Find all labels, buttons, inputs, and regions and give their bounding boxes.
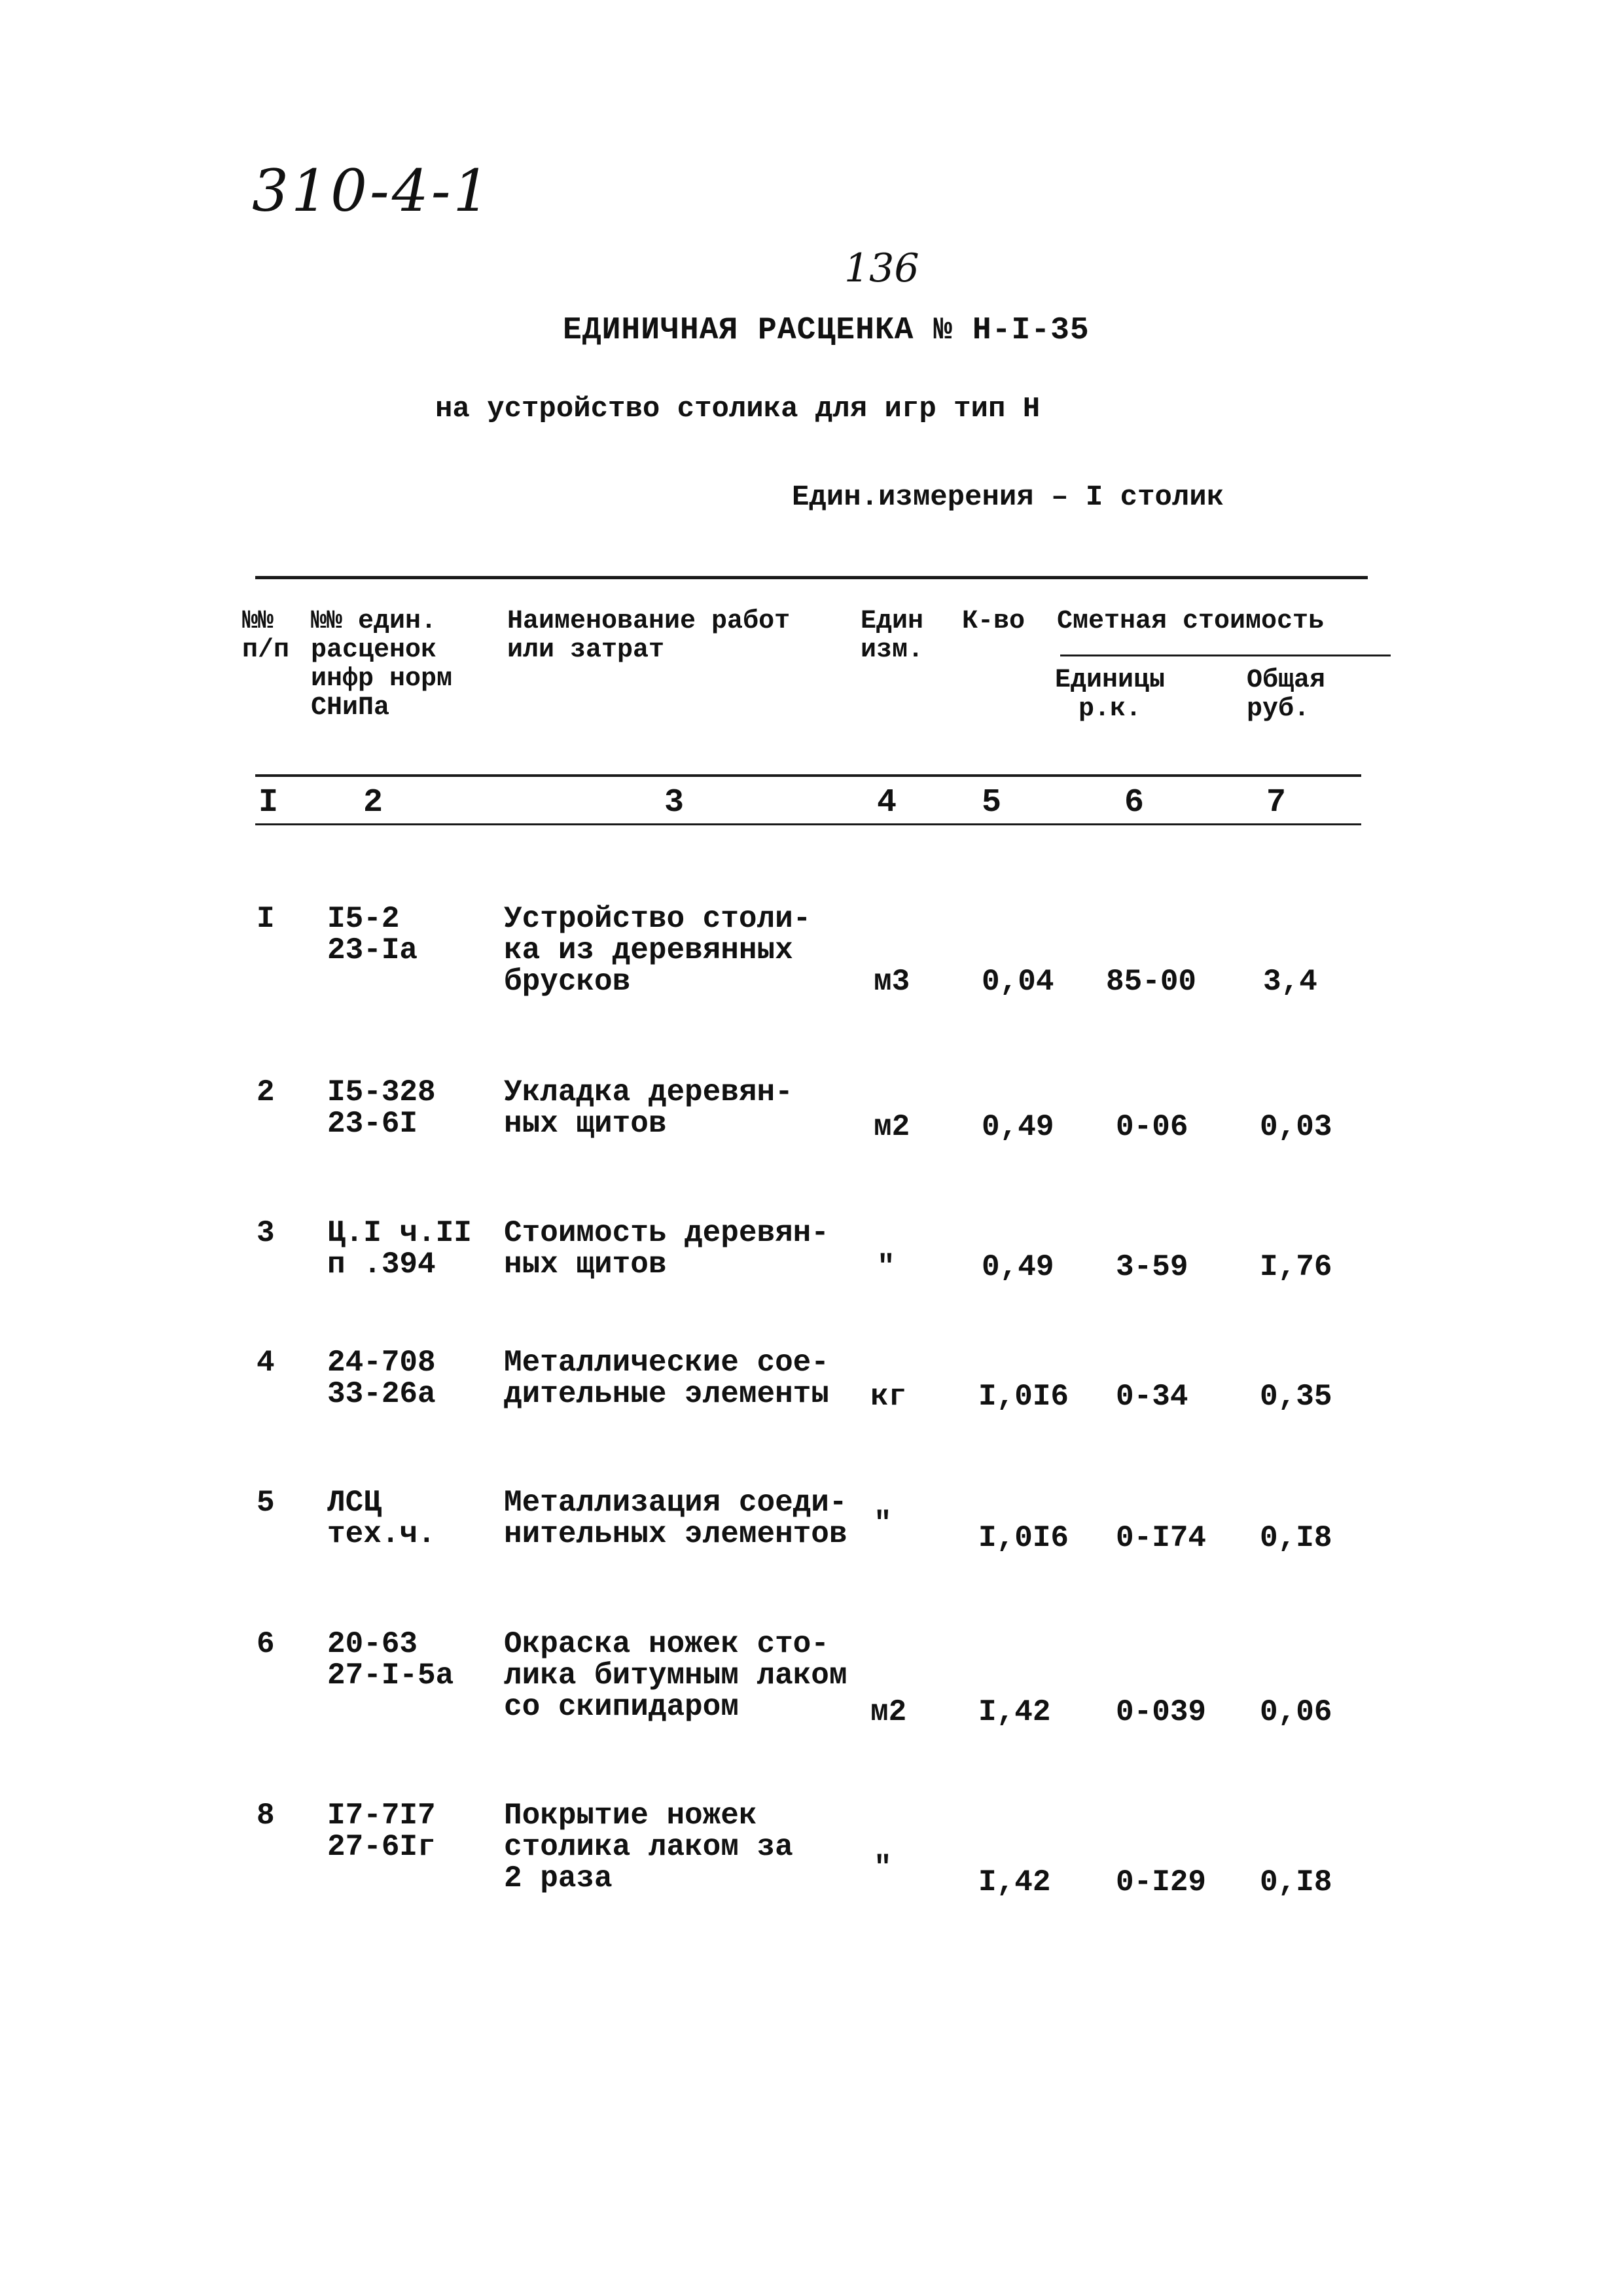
column-number: 3 (664, 784, 685, 821)
row-unit: " (874, 1851, 892, 1885)
document-title: ЕДИНИЧНАЯ РАСЦЕНКА № Н-I-35 (563, 313, 1090, 348)
row-unit: м2 (870, 1695, 907, 1729)
row-qty: I,0I6 (978, 1521, 1069, 1555)
row-qty: 0,49 (982, 1250, 1054, 1284)
row-unit: м2 (874, 1110, 910, 1144)
row-num: 5 (257, 1486, 275, 1520)
row-total: 0,I8 (1260, 1521, 1332, 1555)
row-qty: I,0I6 (978, 1380, 1069, 1414)
row-name: Укладка деревян- ных щитов (504, 1075, 793, 1141)
row-name: Металлизация соеди- нительных элементов (504, 1486, 847, 1551)
row-code: ЛСЦ тех.ч. (327, 1486, 436, 1551)
row-code: I5-2 23-Iа (327, 902, 418, 967)
document-subtitle: на устройство столика для игр тип Н (435, 393, 1041, 425)
row-price: 0-I29 (1116, 1865, 1207, 1899)
row-unit: м3 (874, 965, 910, 999)
unit-of-measure: Един.измерения – I столик (792, 481, 1224, 514)
row-code: I7-7I7 27-6Iг (327, 1799, 436, 1864)
row-unit: " (877, 1250, 895, 1284)
row-price: 0-34 (1116, 1380, 1188, 1414)
row-qty: I,42 (978, 1865, 1051, 1899)
page-number: 136 (844, 245, 919, 291)
document-code: 310-4-1 (252, 157, 493, 224)
row-unit: " (874, 1507, 892, 1541)
row-code: 20-63 27-I-5а (327, 1627, 454, 1693)
cost-header-rule (1060, 655, 1391, 656)
row-name: Устройство столи- ка из деревянных брусков (504, 902, 812, 999)
row-code: Ц.I ч.II п .394 (327, 1216, 472, 1282)
row-price: 0-06 (1116, 1110, 1188, 1144)
column-number: 7 (1266, 784, 1287, 821)
header-unit: Един изм. (861, 607, 924, 665)
row-price: 3-59 (1116, 1250, 1188, 1284)
row-total: 0,06 (1260, 1695, 1332, 1729)
row-price: 0-I74 (1116, 1521, 1207, 1555)
row-code: I5-328 23-6I (327, 1075, 436, 1141)
header-name: Наименование работ или затрат (507, 607, 791, 665)
row-code: 24-708 33-26а (327, 1346, 436, 1411)
row-name: Окраска ножек сто- лика битумным лаком со скипидаром (504, 1627, 847, 1724)
row-num: I (257, 902, 275, 936)
row-total: 0,35 (1260, 1380, 1332, 1414)
header-cost: Сметная стоимость (1057, 607, 1325, 636)
row-qty: 0,04 (982, 965, 1054, 999)
row-num: 4 (257, 1346, 275, 1380)
column-number: 5 (982, 784, 1002, 821)
header-unit-price: Единицы р.к. (1055, 666, 1166, 724)
header-qty: К-во (962, 607, 1026, 636)
row-total: 3,4 (1263, 965, 1317, 999)
row-num: 6 (257, 1627, 275, 1661)
table-top-rule (255, 576, 1368, 579)
row-num: 2 (257, 1075, 275, 1109)
row-price: 0-039 (1116, 1695, 1207, 1729)
row-name: Металлические сое- дительные элементы (504, 1346, 829, 1411)
header-num: №№ п/п (242, 607, 290, 665)
header-total: Общая руб. (1247, 666, 1326, 724)
row-name: Покрытие ножек столика лаком за 2 раза (504, 1799, 793, 1895)
column-number: 2 (363, 784, 383, 821)
column-number: 6 (1124, 784, 1145, 821)
column-numbers-rule (255, 823, 1361, 825)
row-qty: I,42 (978, 1695, 1051, 1729)
row-unit: кг (870, 1380, 907, 1414)
row-qty: 0,49 (982, 1110, 1054, 1144)
header-code: №№ един. расценок инфр норм СНиПа (311, 607, 453, 723)
header-bottom-rule (255, 774, 1361, 777)
row-total: I,76 (1260, 1250, 1332, 1284)
column-number: I (259, 784, 279, 821)
row-num: 3 (257, 1216, 275, 1250)
row-price: 85-00 (1106, 965, 1197, 999)
row-total: 0,I8 (1260, 1865, 1332, 1899)
column-number: 4 (877, 784, 897, 821)
row-num: 8 (257, 1799, 275, 1833)
row-name: Стоимость деревян- ных щитов (504, 1216, 829, 1282)
row-total: 0,03 (1260, 1110, 1332, 1144)
